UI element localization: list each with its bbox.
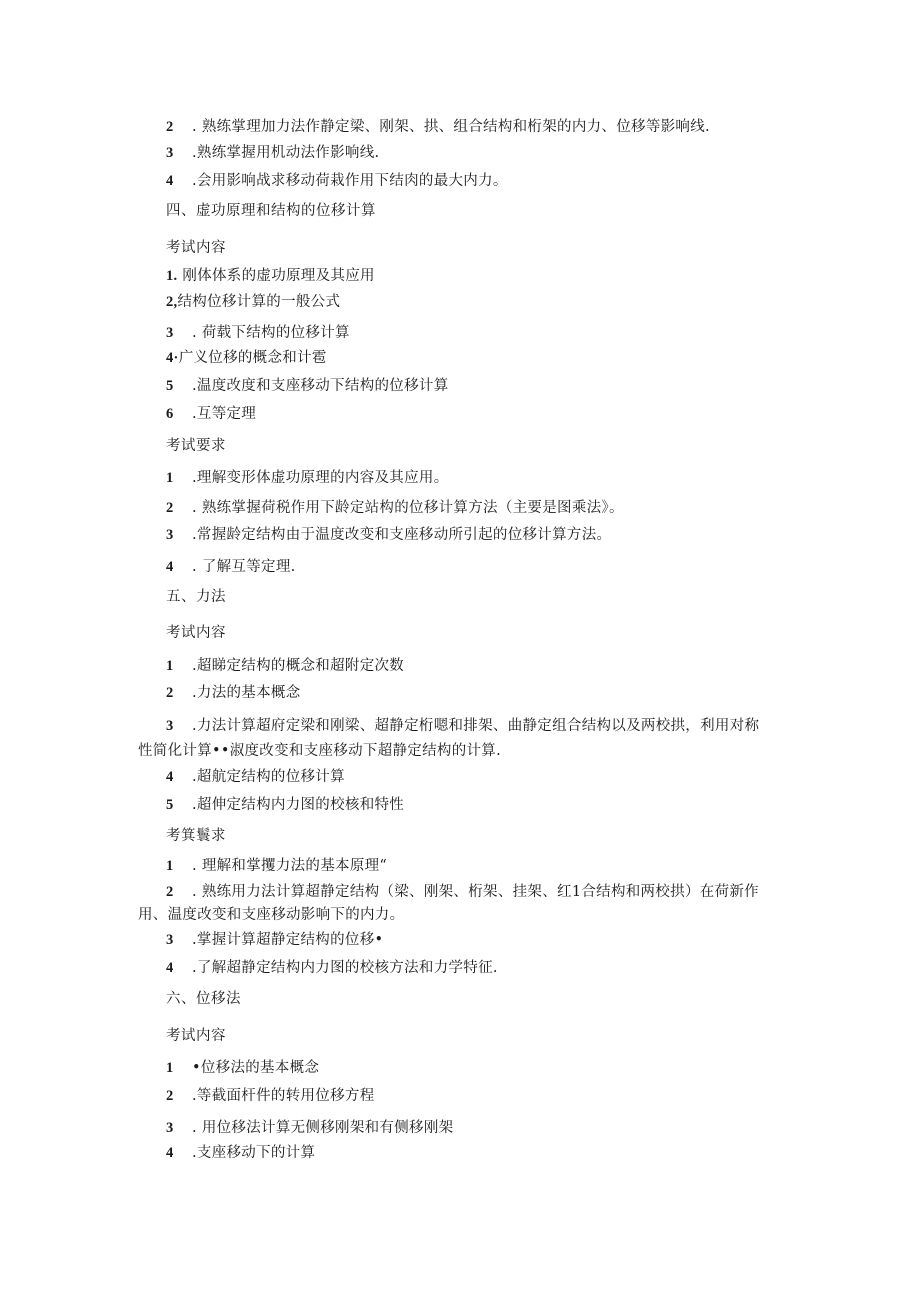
item-text: .互等定理 xyxy=(192,406,257,422)
list-item-continuation: 性简化计算••淑度改变和支座移动下超静定结构的计算. xyxy=(138,743,502,759)
list-item xyxy=(166,468,449,488)
item-text: .超航定结构的位移计算 xyxy=(192,769,345,785)
item-number: 2 xyxy=(166,685,174,701)
item-number: 1 xyxy=(166,470,174,486)
item-text: . 理解和掌攫力法的基本原理“ xyxy=(192,858,388,874)
list-item xyxy=(166,171,508,191)
item-text: . 了解互等定理. xyxy=(192,559,296,575)
item-text: 刚体体系的虚功原理及其应用 xyxy=(177,268,375,284)
subsection-heading: 考试内容 xyxy=(166,625,226,641)
item-number: 1 xyxy=(166,1060,174,1076)
list-item xyxy=(166,266,375,286)
item-text: .温度改度和支座移动下结构的位移计算 xyxy=(192,378,449,394)
list-item xyxy=(166,656,404,676)
list-item xyxy=(166,1086,375,1106)
list-item xyxy=(166,856,387,876)
list-item xyxy=(166,376,449,396)
item-number: 4· xyxy=(166,350,179,366)
item-number: 3 xyxy=(166,932,174,948)
list-item xyxy=(166,767,345,787)
item-number: 4 xyxy=(166,769,174,785)
item-text: 广义位移的概念和计雹 xyxy=(178,350,327,366)
item-text: . 熟练用力法计算超静定结构（梁、刚架、桁架、挂架、红1合结构和两校拱）在荷新作 xyxy=(192,884,759,900)
item-number: 1 xyxy=(166,858,174,874)
item-number: 2 xyxy=(166,884,174,900)
item-text: .会用影响战求移动荷栽作用下结肉的最大内力。 xyxy=(192,173,508,189)
section-title: 六、位移法 xyxy=(166,991,241,1007)
subsection-heading: 考箕鬟求 xyxy=(166,828,226,844)
item-text: .力法的基本概念 xyxy=(192,685,301,701)
list-item xyxy=(166,1143,315,1163)
item-number: 3 xyxy=(166,325,174,341)
item-text: . 用位移法计算无侧移刚架和有侧移刚架 xyxy=(192,1120,454,1136)
subsection-heading: 考试要求 xyxy=(166,438,226,454)
item-text: •位移法的基本概念 xyxy=(192,1060,320,1076)
list-item xyxy=(166,930,383,950)
list-item xyxy=(166,323,350,343)
section-title: 四、虚功原理和结构的位移计算 xyxy=(166,203,376,219)
list-item xyxy=(166,143,379,163)
item-number: 3 xyxy=(166,718,174,734)
item-text: . 熟练掌理加力法作静定梁、刚架、拱、组合结构和桁架的内力、位移等影响线. xyxy=(192,119,710,135)
item-number: 4 xyxy=(166,559,174,575)
list-item xyxy=(166,348,327,368)
list-item xyxy=(166,404,256,424)
list-item xyxy=(166,795,404,815)
item-text: .超睇定结构的概念和超附定次数 xyxy=(192,658,405,674)
subsection-heading: 考试内容 xyxy=(166,1028,226,1044)
item-text: 结构位移计算的一般公式 xyxy=(177,294,341,310)
item-number: 1 xyxy=(166,658,174,674)
subsection-heading: 考试内容 xyxy=(166,240,226,256)
item-text: .了解超静定结构内力图的校核方法和力学特征. xyxy=(192,960,498,976)
list-item xyxy=(166,498,624,518)
item-text: .超伸定结构内力图的校核和特性 xyxy=(192,797,405,813)
item-number: 5 xyxy=(166,797,174,813)
item-number: 2, xyxy=(166,294,178,310)
item-text: . 荷载下结构的位移计算 xyxy=(192,325,350,341)
item-number: 2 xyxy=(166,119,174,135)
list-item-continuation: 用、温度改变和支座移动影响下的内力。 xyxy=(138,907,405,923)
item-number: 4 xyxy=(166,1145,174,1161)
item-text: .常握龄定结构由于温度改变和支座移动所引起的位移计算方法。 xyxy=(192,527,612,543)
list-item xyxy=(166,958,498,978)
item-number: 6 xyxy=(166,406,174,422)
list-item xyxy=(166,882,759,902)
list-item xyxy=(166,292,340,312)
list-item xyxy=(166,716,759,736)
list-item xyxy=(166,1118,453,1138)
section-title: 五、力法 xyxy=(166,589,226,605)
item-text: .熟练掌握用机动法作影响线. xyxy=(192,145,380,161)
item-number: 2 xyxy=(166,500,174,516)
item-number: 1. xyxy=(166,268,178,284)
item-number: 3 xyxy=(166,1120,174,1136)
list-item xyxy=(166,525,611,545)
item-text: .力法计算超府定梁和刚梁、超静定桁嗯和排架、曲静定组合结构以及两校拱，利用对称 xyxy=(192,718,760,734)
item-text: .掌握计算超静定结构的位移• xyxy=(192,932,384,948)
item-text: . 熟练掌握荷税作用下龄定站构的位移计算方法（主要是图乘法》。 xyxy=(192,500,624,516)
item-text: .理解变形体虚功原理的内容及其应用。 xyxy=(192,470,449,486)
item-number: 4 xyxy=(166,960,174,976)
list-item xyxy=(166,1058,319,1078)
item-number: 4 xyxy=(166,173,174,189)
item-number: 2 xyxy=(166,1088,174,1104)
list-item xyxy=(166,683,301,703)
list-item xyxy=(166,557,296,577)
item-text: .支座移动下的计算 xyxy=(192,1145,316,1161)
item-number: 3 xyxy=(166,527,174,543)
item-text: .等截面杆件的转用位移方程 xyxy=(192,1088,375,1104)
item-number: 5 xyxy=(166,378,174,394)
item-number: 3 xyxy=(166,145,174,161)
list-item xyxy=(166,117,710,137)
